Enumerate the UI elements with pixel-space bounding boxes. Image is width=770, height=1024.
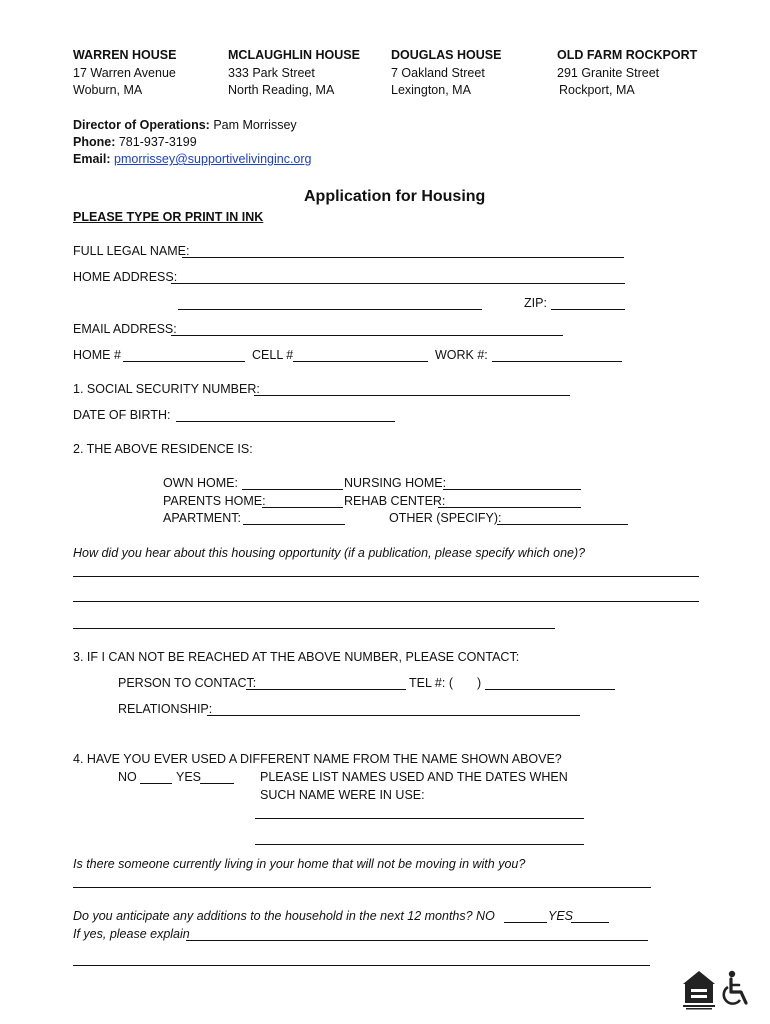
house-street: 17 Warren Avenue (73, 66, 176, 80)
names-used-line[interactable] (255, 844, 584, 845)
person-contact-label: PERSON TO CONTACT: (118, 676, 257, 690)
other-label: OTHER (SPECIFY): (389, 511, 502, 525)
list-names-instruction-2: SUCH NAME WERE IN USE: (260, 788, 425, 802)
wheelchair-icon (722, 970, 752, 1008)
apartment-field[interactable] (243, 524, 345, 525)
director-line (73, 118, 297, 132)
email-address-field[interactable] (171, 335, 563, 336)
parents-home-label: PARENTS HOME: (163, 494, 266, 508)
phone-line (73, 135, 197, 149)
hear-answer-line[interactable] (73, 628, 555, 629)
names-used-line[interactable] (255, 818, 584, 819)
other-name-no-field[interactable] (140, 783, 172, 784)
list-names-instruction: PLEASE LIST NAMES USED AND THE DATES WHEN (260, 770, 568, 784)
home-address-label: HOME ADDRESS: (73, 270, 178, 284)
alt-contact-label: 3. IF I CAN NOT BE REACHED AT THE ABOVE NUMBER, PLEASE CONTACT: (73, 650, 520, 664)
relationship-field[interactable] (207, 715, 580, 716)
additions-yes-label: YES (548, 909, 574, 923)
tel-close-paren: ) (477, 676, 482, 690)
explain-label: If yes, please explain (73, 927, 190, 941)
full-name-label: FULL LEGAL NAME: (73, 244, 190, 258)
residence-label: 2. THE ABOVE RESIDENCE IS: (73, 442, 253, 456)
other-name-label: 4. HAVE YOU EVER USED A DIFFERENT NAME FROM THE NAME SHOWN ABOVE? (73, 752, 562, 766)
house-city: Lexington, MA (391, 83, 471, 97)
hear-answer-line[interactable] (73, 601, 699, 602)
equal-housing-icon (682, 970, 716, 1010)
email-link[interactable]: pmorrissey@supportivelivinginc.org (114, 152, 312, 166)
additions-yes-field[interactable] (571, 922, 609, 923)
living-question: Is there someone currently living in your home that will not be moving in with you? (73, 857, 526, 871)
dob-field[interactable] (176, 421, 395, 422)
other-name-no-label: NO (118, 770, 137, 784)
tel-label: TEL #: ( (409, 676, 453, 690)
parents-home-field[interactable] (262, 507, 343, 508)
email-address-label: EMAIL ADDRESS: (73, 322, 177, 336)
ssn-label: 1. SOCIAL SECURITY NUMBER: (73, 382, 260, 396)
hear-question: How did you hear about this housing opportunity (if a publication, please specify which one)? (73, 546, 586, 560)
email-line (73, 152, 312, 166)
house-city: North Reading, MA (228, 83, 335, 97)
director-name: Pam Morrissey (213, 118, 297, 132)
person-contact-field[interactable] (246, 689, 406, 690)
ssn-field[interactable] (254, 395, 570, 396)
other-name-yes-label: YES (176, 770, 202, 784)
nursing-home-field[interactable] (443, 489, 581, 490)
hear-answer-line[interactable] (73, 576, 699, 577)
other-name-yes-field[interactable] (200, 783, 234, 784)
cell-field[interactable] (293, 361, 428, 362)
explain-field[interactable] (186, 940, 648, 941)
tel-field[interactable] (485, 689, 615, 690)
house-street: 7 Oakland Street (391, 66, 485, 80)
cell-label: CELL # (252, 348, 294, 362)
page-title: Application for Housing (304, 188, 486, 205)
rehab-center-field[interactable] (438, 507, 581, 508)
own-home-label: OWN HOME: (163, 476, 238, 490)
instruction: PLEASE TYPE OR PRINT IN INK (73, 210, 264, 224)
director-label: Director of Operations: (73, 118, 210, 132)
full-name-field[interactable] (182, 257, 624, 258)
relationship-label: RELATIONSHIP: (118, 702, 213, 716)
zip-field[interactable] (551, 309, 625, 310)
home-phone-label: HOME # (73, 348, 121, 362)
home-phone-field[interactable] (123, 361, 245, 362)
explain-line-2[interactable] (73, 965, 650, 966)
home-address-field-2[interactable] (178, 309, 482, 310)
living-answer-line[interactable] (73, 887, 651, 888)
house-name: MCLAUGHLIN HOUSE (228, 48, 360, 62)
own-home-field[interactable] (242, 489, 343, 490)
nursing-home-label: NURSING HOME: (344, 476, 447, 490)
phone-label: Phone: (73, 135, 116, 149)
zip-label: ZIP: (524, 296, 547, 310)
dob-label: DATE OF BIRTH: (73, 408, 171, 422)
house-city: Rockport, MA (559, 83, 635, 97)
rehab-center-label: REHAB CENTER: (344, 494, 446, 508)
email-label: Email: (73, 152, 111, 166)
house-city: Woburn, MA (73, 83, 143, 97)
house-name: OLD FARM ROCKPORT (557, 48, 698, 62)
apartment-label: APARTMENT: (163, 511, 242, 525)
house-name: DOUGLAS HOUSE (391, 48, 502, 62)
phone-number: 781-937-3199 (118, 135, 197, 149)
work-label: WORK #: (435, 348, 488, 362)
additions-question: Do you anticipate any additions to the household in the next 12 months? NO (73, 909, 495, 923)
home-address-field[interactable] (171, 283, 625, 284)
house-street: 291 Granite Street (557, 66, 660, 80)
other-field[interactable] (497, 524, 628, 525)
house-name: WARREN HOUSE (73, 48, 177, 62)
house-street: 333 Park Street (228, 66, 315, 80)
work-field[interactable] (492, 361, 622, 362)
additions-no-field[interactable] (504, 922, 547, 923)
